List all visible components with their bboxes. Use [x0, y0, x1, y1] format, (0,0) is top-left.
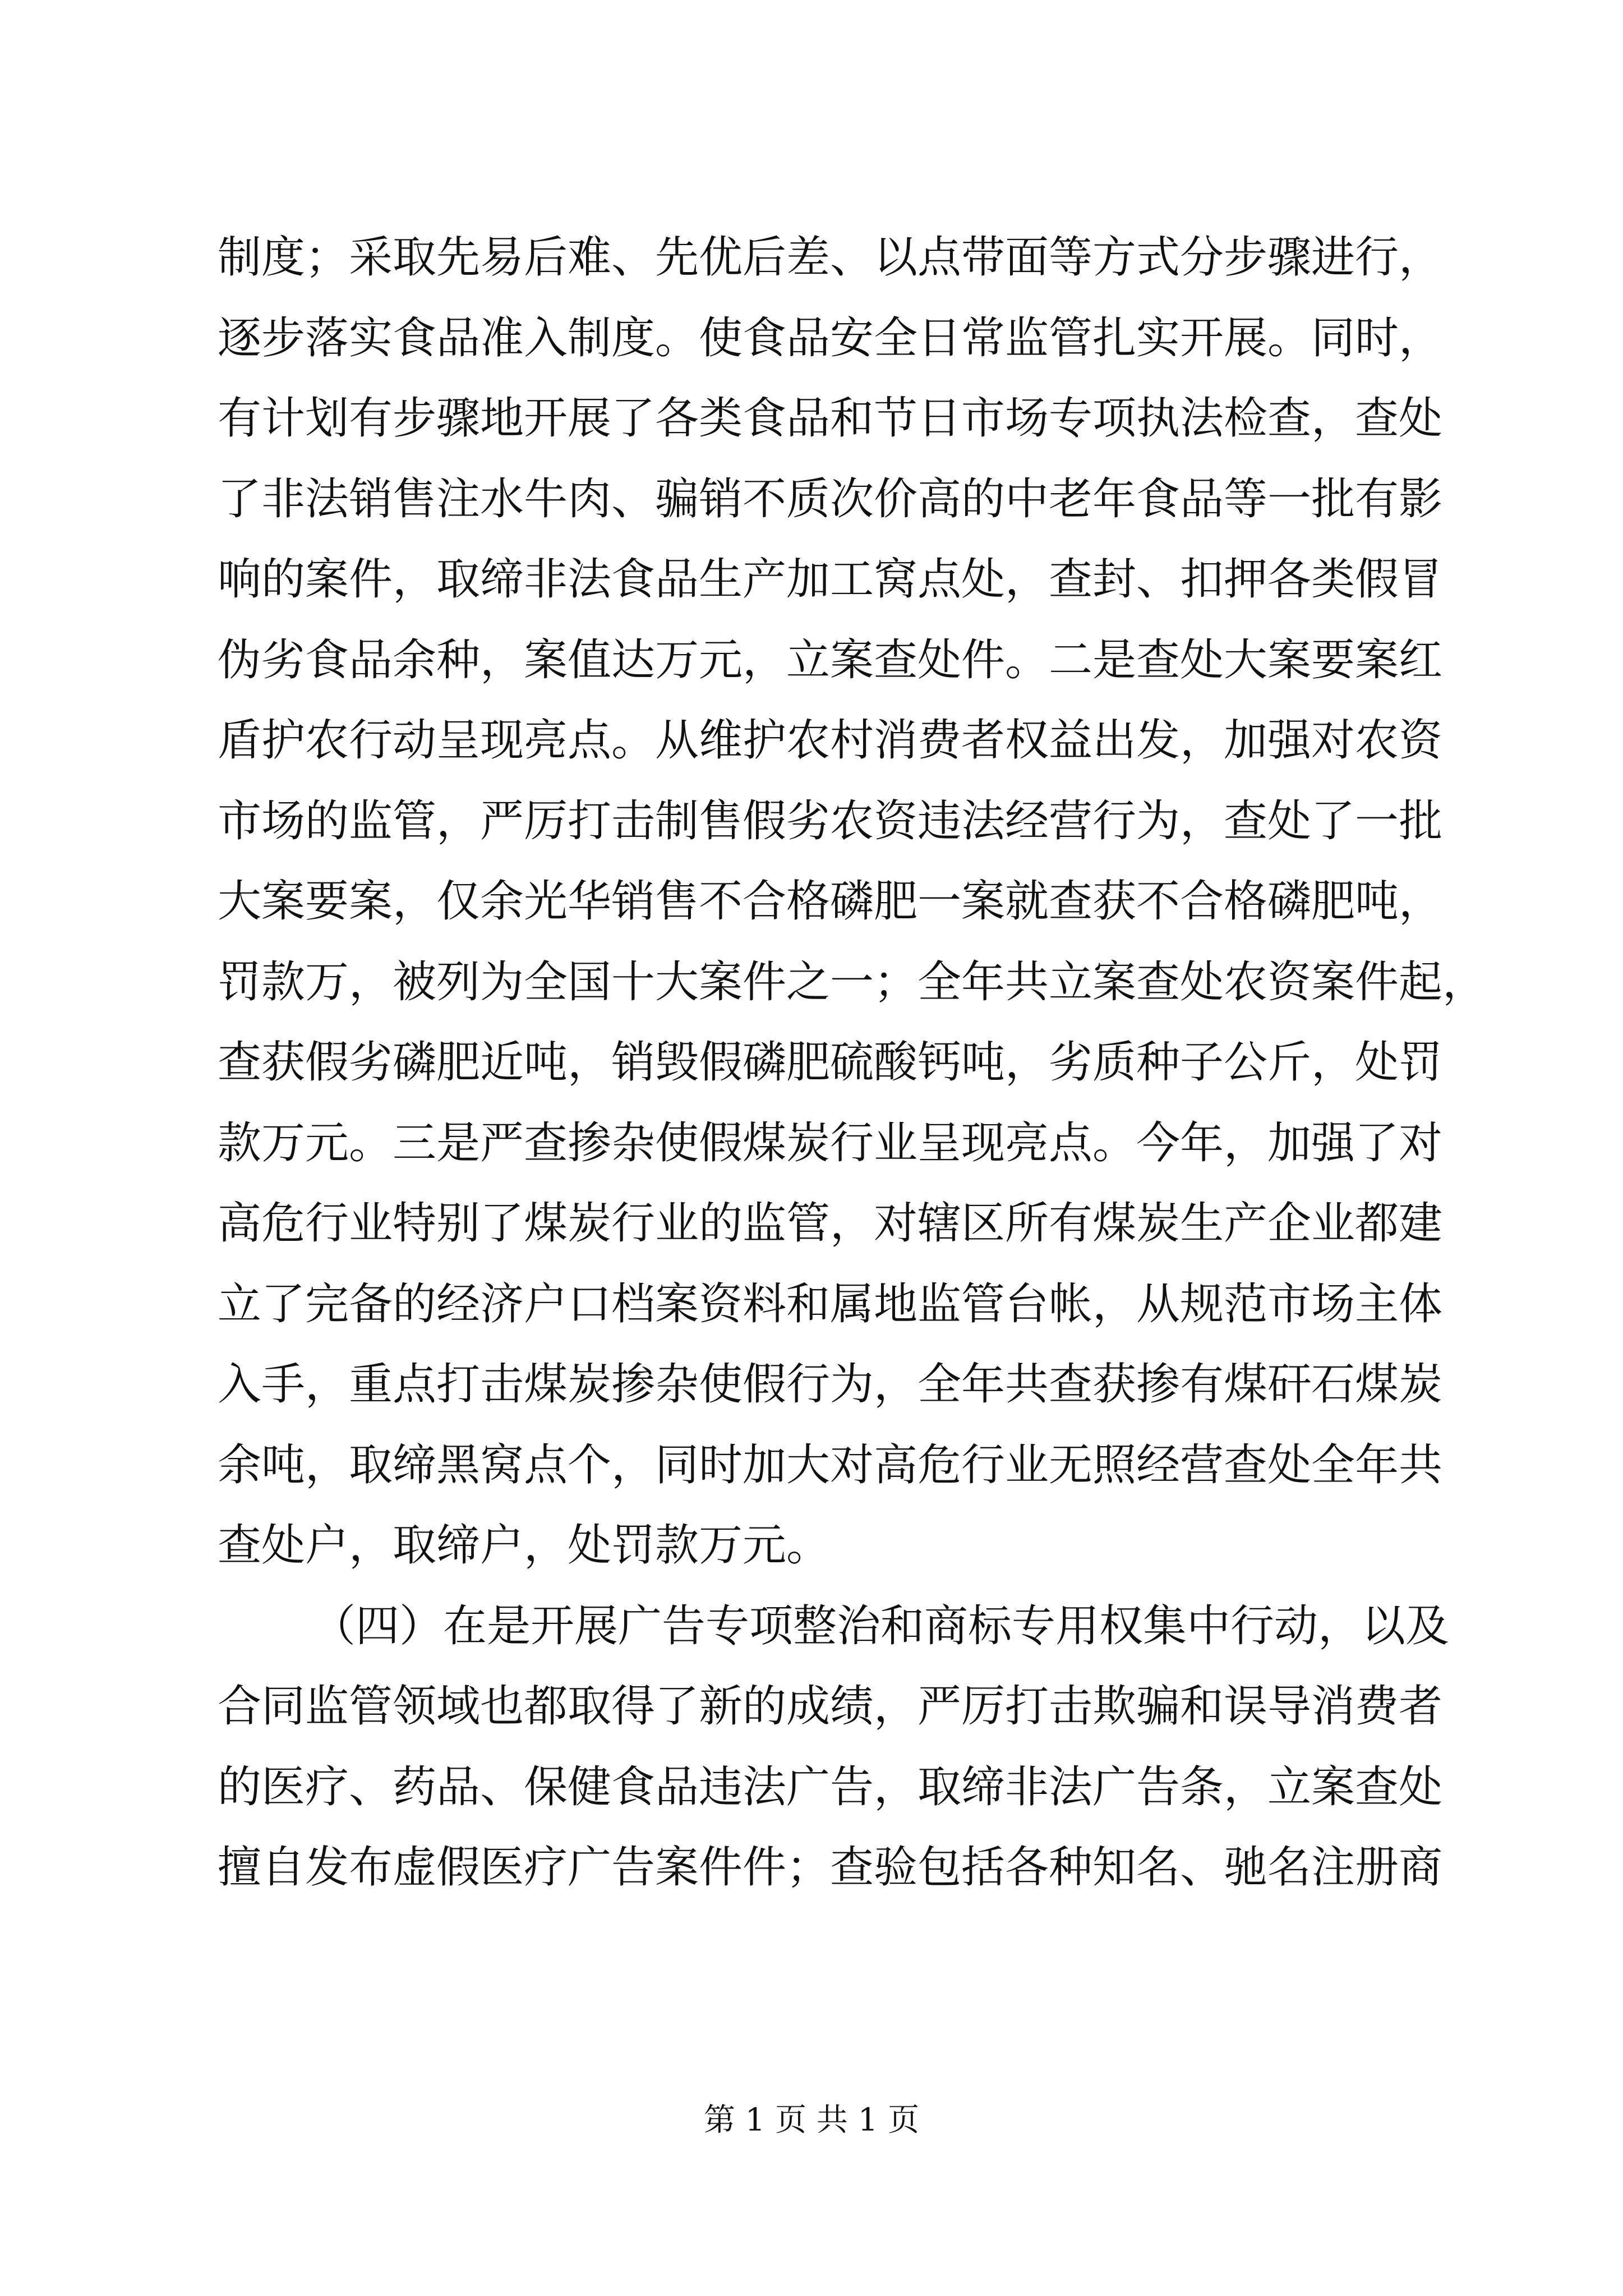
paragraph-line: 合同监管领域也都取得了新的成绩，严厉打击欺骗和误导消费者 [218, 1681, 1443, 1732]
paragraph-first-line: （四）在是开展广告专项整治和商标专用权集中行动，以及 [312, 1600, 1450, 1651]
paragraph-line: 有计划有步骤地开展了各类食品和节日市场专项执法检查，查处 [218, 393, 1443, 444]
paragraph-line: 高危行业特别了煤炭行业的监管，对辖区所有煤炭生产企业都建 [218, 1198, 1443, 1249]
paragraph-line: 查获假劣磷肥近吨，销毁假磷肥硫酸钙吨，劣质种子公斤，处罚 [218, 1037, 1443, 1088]
paragraph-line: 擅自发布虚假医疗广告案件件；查验包括各种知名、驰名注册商 [218, 1842, 1443, 1893]
paragraph-line: 伪劣食品余种，案值达万元，立案查处件。二是查处大案要案红 [218, 634, 1443, 685]
paragraph-line: 制度；采取先易后难、先优后差、以点带面等方式分步骤进行， [218, 232, 1443, 283]
page-number-footer: 第 1 页 共 1 页 [703, 2102, 920, 2138]
paragraph-line: 罚款万，被列为全国十大案件之一；全年共立案查处农资案件起， [218, 956, 1487, 1007]
paragraph-line: 大案要案，仅余光华销售不合格磷肥一案就查获不合格磷肥吨， [218, 876, 1443, 927]
paragraph-line: 款万元。三是严查掺杂使假煤炭行业呈现亮点。今年，加强了对 [218, 1117, 1443, 1168]
paragraph-line-last: 查处户，取缔户，处罚款万元。 [218, 1520, 831, 1571]
paragraph-line: 逐步落实食品准入制度。使食品安全日常监管扎实开展。同时， [218, 312, 1443, 364]
paragraph-line: 的医疗、药品、保健食品违法广告，取缔非法广告条，立案查处 [218, 1761, 1443, 1812]
paragraph-line: 了非法销售注水牛肉、骗销不质次价高的中老年食品等一批有影 [218, 473, 1443, 524]
paragraph-line: 响的案件，取缔非法食品生产加工窝点处，查封、扣押各类假冒 [218, 554, 1443, 605]
paragraph-line: 盾护农行动呈现亮点。从维护农村消费者权益出发，加强对农资 [218, 715, 1443, 766]
paragraph-line: 市场的监管，严厉打击制售假劣农资违法经营行为，查处了一批 [218, 795, 1443, 846]
paragraph-line: 立了完备的经济户口档案资料和属地监管台帐，从规范市场主体 [218, 1278, 1443, 1329]
document-body [218, 218, 1487, 1908]
paragraph-line: 余吨，取缔黑窝点个，同时加大对高危行业无照经营查处全年共 [218, 1439, 1443, 1490]
paragraph-line: 入手，重点打击煤炭掺杂使假行为，全年共查获掺有煤矸石煤炭 [218, 1359, 1443, 1410]
